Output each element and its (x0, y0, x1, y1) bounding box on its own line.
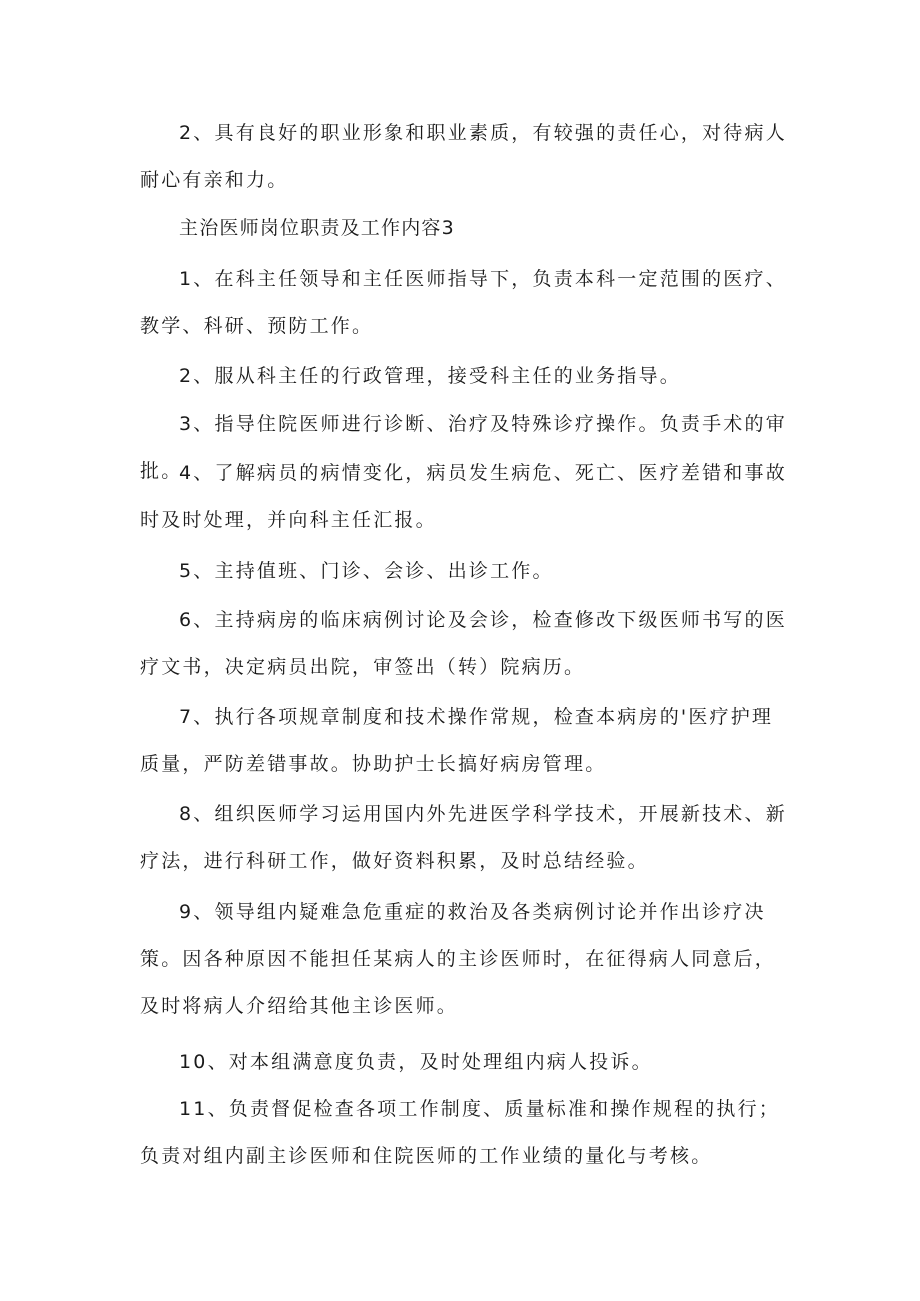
paragraph-2-management: 2、服从科主任的行政管理，接受科主任的业务指导。 (179, 365, 681, 387)
paragraph-1-duties: 1、在科主任领导和主任医师指导下，负责本科一定范围的医疗、教学、科研、预防工作。 (140, 268, 787, 337)
paragraph-2-professional-image: 2、具有良好的职业形象和职业素质，有较强的责任心，对待病人耐心有亲和力。 (140, 122, 787, 191)
paragraph-7-regulations: 7、执行各项规章制度和技术操作常规，检查本病房的'医疗护理质量，严防差错事故。协助护士长搞好病房管理。 (140, 706, 774, 775)
paragraph-8-research: 8、组织医师学习运用国内外先进医学科学技术，开展新技术、新疗法，进行科研工作，做好资料积累，及时总结经验。 (140, 803, 787, 872)
paragraph-5-duty-shifts: 5、主持值班、门诊、会诊、出诊工作。 (179, 560, 554, 582)
paragraph-3-guidance: 3、指导住院医师进行诊断、治疗及特殊诊疗操作。负责手术的审批。 (140, 413, 787, 482)
paragraph-10-satisfaction: 10、对本组满意度负责，及时处理组内病人投诉。 (179, 1051, 653, 1073)
paragraph-4-patient-condition: 4、了解病员的病情变化，病员发生病危、死亡、医疗差错和事故时及时处理，并向科主任汇报。 (140, 462, 787, 531)
paragraph-6-case-discussion: 6、主持病房的临床病例讨论及会诊，检查修改下级医师书写的医疗文书，决定病员出院，审签出（转）院病历。 (140, 609, 787, 678)
paragraph-9-leadership: 9、领导组内疑难急危重症的救治及各类病例讨论并作出诊疗决策。因各种原因不能担任某病人的主诊医师时，在征得病人同意后，及时将病人介绍给其他主诊医师。 (140, 901, 777, 1017)
section-heading: 主治医师岗位职责及工作内容3 (179, 217, 455, 239)
paragraph-11-supervision: 11、负责督促检查各项工作制度、质量标准和操作规程的执行；负责对组内副主诊医师和住院医师的工作业绩的量化与考核。 (140, 1098, 780, 1167)
